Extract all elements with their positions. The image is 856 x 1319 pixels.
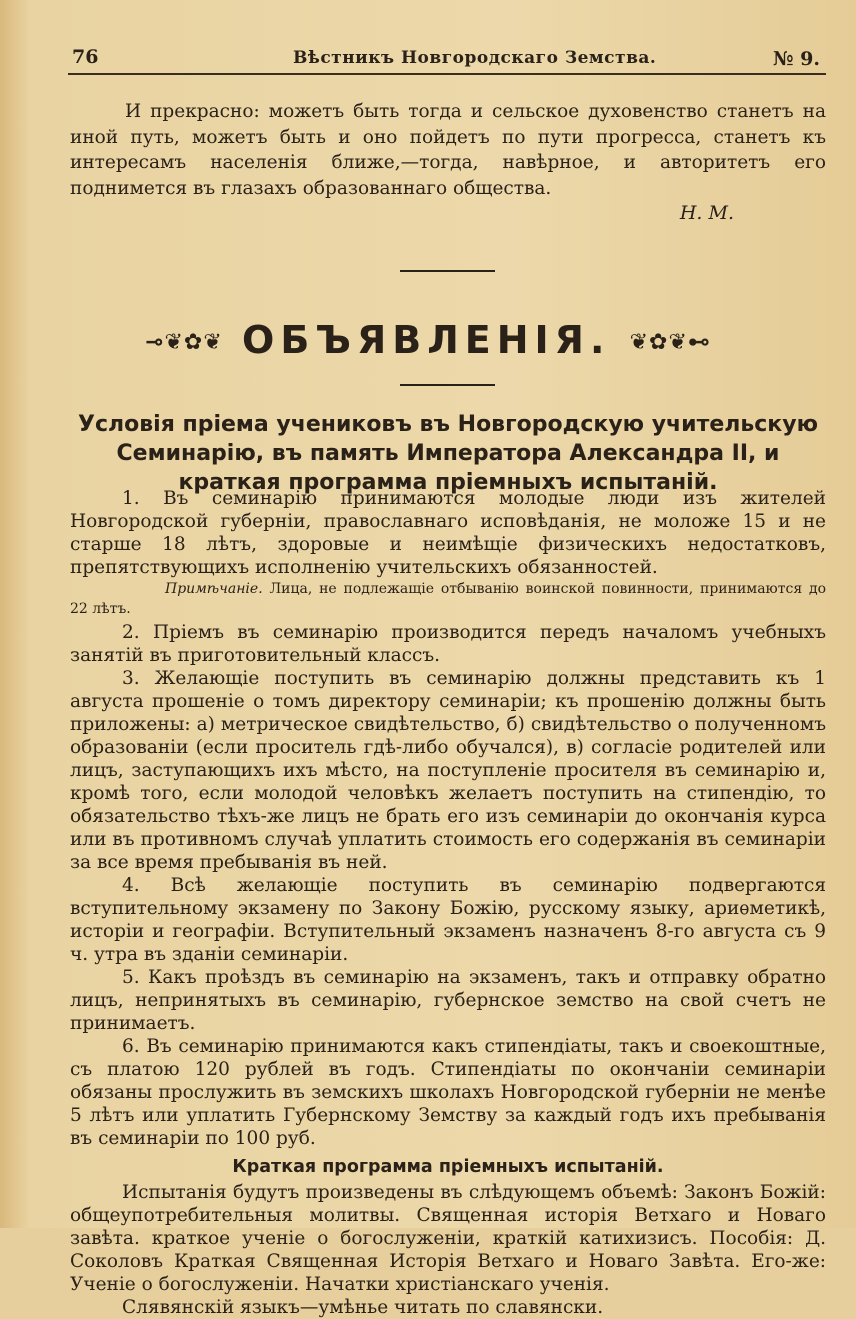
condition-item-3: 3. Желающіе поступить въ семинарію должны представить къ 1 августа прошеніе о томъ директору семинаріи; къ прошенію должны быть приложены: а) метрическое свидѣтельство, б) свидѣтельство о полученномъ образованіи (если проситель гдѣ-либо обучался), в) согласіе родителей или лицъ, заступающихъ ихъ мѣсто, на поступленіе просителя въ семинарію и, кромѣ того, если молодой человѣкъ желаетъ поступить на стипендію, то обязательство тѣхъ-же лицъ не брать его изъ семинаріи до окончанія курса или въ противномъ случаѣ уплатить стоимость его содержанія въ семинаріи за все время пребыванія въ ней. (70, 668, 826, 873)
issue-number: № 9. (772, 48, 820, 70)
program-subheading: Краткая программа пріемныхъ испытаній. (232, 1157, 664, 1177)
program-paragraph-2: Слявянскій языкъ—умѣнье читать по славянски. (122, 1297, 604, 1318)
section-title: Условія пріема учениковъ въ Новгородскую учительскую Семинарію, въ память Императора Александра II, и краткая программа пріемныхъ испытаній. (78, 412, 818, 495)
conditions-block (70, 487, 826, 1319)
condition-item-5: 5. Какъ проѣздъ въ семинарію на экзаменъ, такъ и отправку обратно лицъ, непринятыхъ въ семинарію, губернское земство на свой счетъ не принимаетъ. (70, 967, 826, 1034)
announcements-heading (0, 318, 856, 362)
condition-item-6: 6. Въ семинарію принимаются какъ стипендіаты, такъ и своекоштные, съ платою 120 рублей въ годъ. Стипендіаты по окончаніи семинаріи обязаны прослужить въ земскихъ школахъ Новгородской губерніи не менѣе 5 лѣтъ или уплатить Губернскому Земству за каждый годъ ихъ пребыванія въ семинаріи по 100 руб. (70, 1036, 826, 1149)
announcements-heading-text: ОБЪЯВЛЕНІЯ. (242, 318, 611, 362)
header-rule (68, 73, 826, 75)
program-paragraph-1: Испытанія будутъ произведены въ слѣдующемъ объемѣ: Законъ Божій: общеупотребительныя молитвы. Священная исторія Ветхаго и Новаго завѣта. краткое ученіе о богослуженіи, краткій катихизисъ. Пособія: Д. Соколовъ Краткая Священная Исторія Ветхаго и Новаго Завѣта. Его-же: Ученіе о богослуженіи. Начатки христіанскаго ученія. (70, 1182, 826, 1295)
separator-rule (400, 270, 495, 272)
left-ornament-icon: ⊸❦✿❦ (145, 330, 223, 355)
intro-paragraph: И прекрасно: можетъ быть тогда и сельское духовенство станетъ на иной путь, можетъ быть и оно пойдетъ по пути прогресса, станетъ къ интересамъ населенія ближе,—тогда, навѣрное, и авторитетъ его поднимется въ глазахъ образованнаго общества. (70, 101, 826, 199)
journal-title: Вѣстникъ Новгородскаго Земства. (293, 48, 657, 68)
condition-item-2: 2. Пріемъ въ семинарію производится передъ началомъ учебныхъ занятій въ приготовительный классъ. (70, 622, 826, 666)
intro-block (70, 99, 826, 201)
right-ornament-icon: ❦✿❦⊷ (629, 330, 711, 355)
condition-item-1: 1. Въ семинарію принимаются молодые люди изъ жителей Новгородской губерніи, православнаго исповѣданія, не моложе 15 и не старше 18 лѣтъ, здоровые и неимѣщіе физическихъ недостатковъ, препятствующихъ исполненію учительскихъ обязанностей. (70, 488, 826, 578)
signature: Н. М. (679, 202, 734, 224)
page-number: 76 (72, 46, 99, 68)
heading-underline (400, 384, 495, 386)
note-label: Примѣчаніе. (165, 581, 263, 597)
condition-item-4: 4. Всѣ желающіе поступить въ семинарію подвергаются вступительному экзамену по Закону Божію, русскому языку, ариѳметикѣ, исторіи и географіи. Вступительный экзаменъ назначенъ 8-го августа съ 9 ч. утра въ зданіи семинаріи. (70, 875, 826, 965)
note-text: Лица, не подлежащіе отбыванію воинской повинности, принимаются до 22 лѣтъ. (70, 581, 827, 617)
note (70, 579, 826, 619)
running-header (68, 44, 826, 74)
